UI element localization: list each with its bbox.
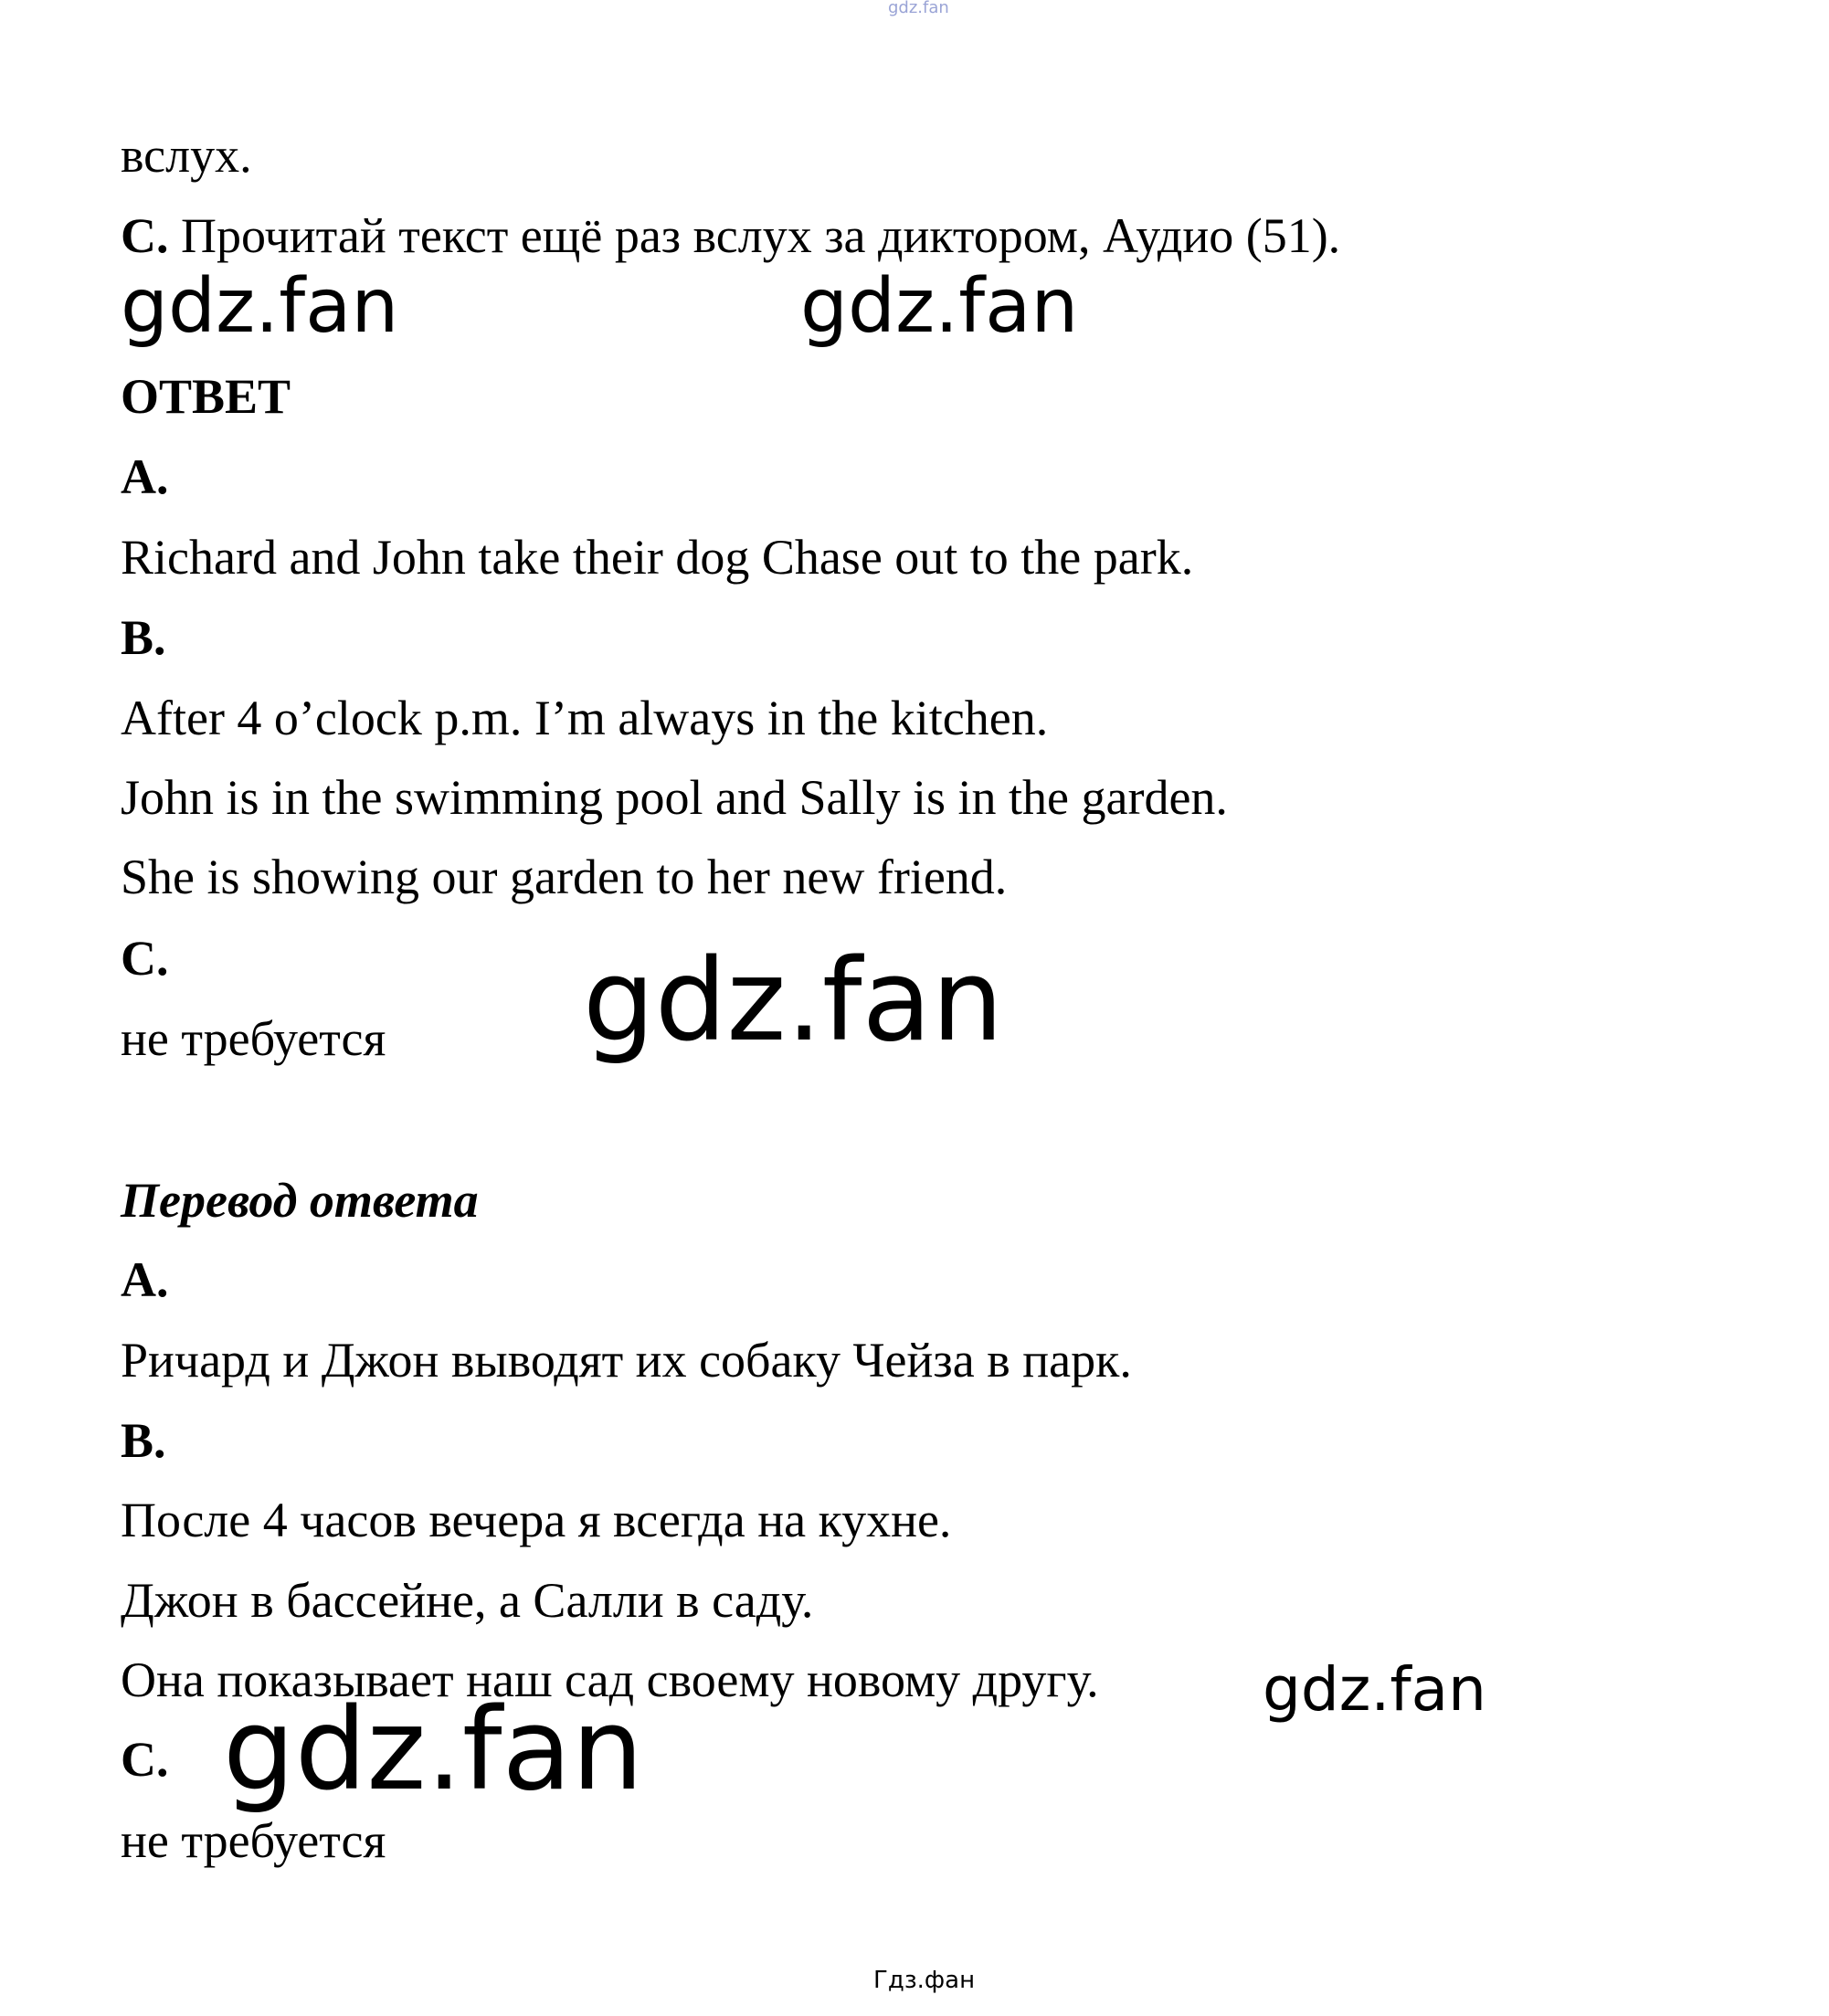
answer-c-label: C. <box>121 931 169 986</box>
watermark-3: gdz.fan <box>583 935 1004 1067</box>
top-watermark: gdz.fan <box>888 0 949 17</box>
watermark-1: gdz.fan <box>121 263 399 350</box>
task-c-text: Прочитай текст ещё раз вслух за диктором, Аудио (51). <box>168 208 1341 263</box>
translation-b-text-2: Джон в бассейне, а Салли в саду. <box>121 1573 814 1628</box>
answer-b-text-1: After 4 o’clock p.m. I’m always in the kitchen. <box>121 691 1049 745</box>
translation-c-label: C. <box>121 1732 169 1787</box>
answer-b-label: B. <box>121 610 166 665</box>
translation-a-text: Ричард и Джон выводят их собаку Чейза в парк. <box>121 1333 1132 1388</box>
answer-c-text: не требуется <box>121 1011 386 1066</box>
watermark-5: gdz.fan <box>223 1684 644 1816</box>
watermark-2: gdz.fan <box>800 263 1079 350</box>
task-c-label: C. <box>121 208 169 263</box>
answer-a-label: A. <box>121 449 169 504</box>
translation-c-text: не требуется <box>121 1813 386 1868</box>
translation-a-label: A. <box>121 1252 169 1307</box>
translation-b-text-3: Она показывает наш сад своему новому другу. <box>121 1652 1099 1707</box>
translation-heading: Перевод ответа <box>121 1173 479 1228</box>
translation-b-label: B. <box>121 1413 166 1468</box>
answer-a-text: Richard and John take their dog Chase out to the park. <box>121 530 1194 585</box>
answer-heading: ОТВЕТ <box>121 369 291 424</box>
text-line-vsluh: вслух. <box>121 128 252 183</box>
footer-watermark: Гдз.фан <box>873 1967 976 1994</box>
watermark-4: gdz.fan <box>1263 1654 1486 1725</box>
translation-b-text-1: После 4 часов вечера я всегда на кухне. <box>121 1493 952 1547</box>
answer-b-text-3: She is showing our garden to her new friend. <box>121 850 1008 904</box>
task-c-line <box>121 208 1341 263</box>
answer-b-text-2: John is in the swimming pool and Sally is in the garden. <box>121 770 1228 825</box>
